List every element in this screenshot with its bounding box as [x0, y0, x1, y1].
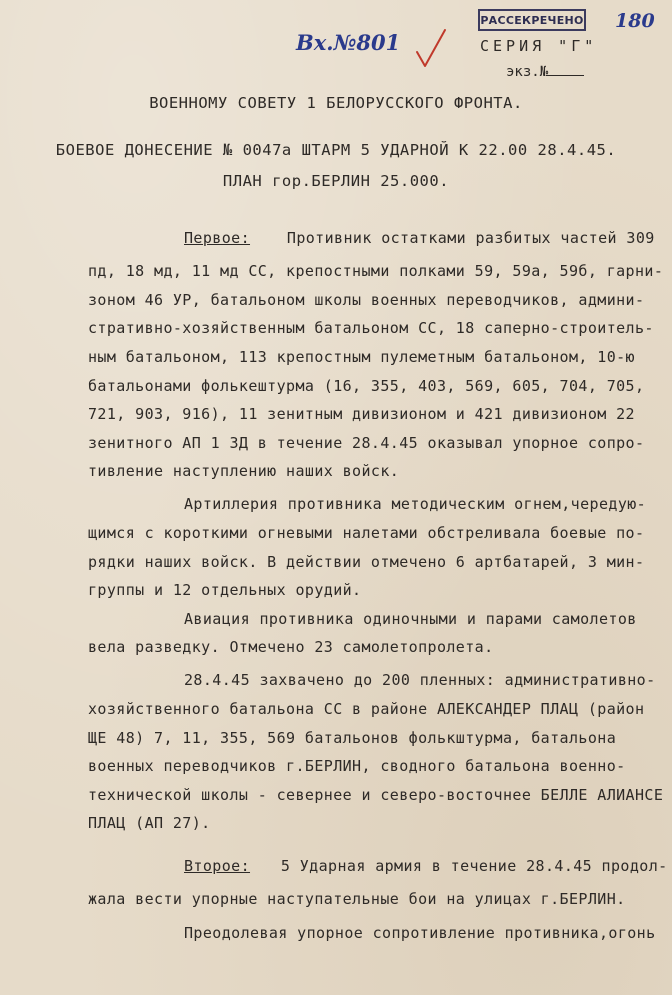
addressee: ВОЕННОМУ СОВЕТУ 1 БЕЛОРУССКОГО ФРОНТА. [149, 94, 523, 112]
text-line: жала вести упорные наступательные бои на улицах г.БЕРЛИН. [88, 890, 626, 908]
text-line: рядки наших войск. В действии отмечено 6 артбатарей, 3 мин- [88, 553, 645, 571]
report-title: БОЕВОЕ ДОНЕСЕНИЕ № 0047а ШТАРМ 5 УДАРНОЙ К 22.00 28.4.45. [55, 141, 617, 159]
copy-label: экз.№ [506, 64, 549, 80]
text-line: ным батальоном, 113 крепостным пулеметным батальоном, 10-ю [88, 348, 635, 366]
text-line: стративно-хозяйственным батальоном СС, 18 саперно-строитель- [88, 319, 654, 337]
text-line: 721, 903, 916), 11 зенитным дивизионом и 421 дивизионом 22 [88, 405, 635, 423]
section-second-label: Второе: [184, 857, 251, 875]
text-line: 28.4.45 захвачено до 200 пленных: административно- [184, 671, 656, 689]
handwritten-incoming-number: Вх.№801 [296, 30, 401, 55]
text-line: щимся с короткими огневыми налетами обстреливала боевые по- [88, 524, 645, 542]
text-line: пд, 18 мд, 11 мд СС, крепостными полками 59, 59а, 59б, гарни- [88, 262, 664, 280]
text-line: тивление наступлению наших войск. [88, 462, 400, 480]
text-line: хозяйственного батальона СС в районе АЛЕКСАНДЕР ПЛАЦ (район [88, 700, 645, 718]
text-line: Артиллерия противника методическим огнем,чередую- [184, 495, 647, 513]
red-checkmark-icon [414, 28, 448, 74]
text-line: 5 Ударная армия в течение 28.4.45 продол- [280, 857, 668, 875]
copy-number [506, 63, 584, 80]
text-line: ЩЕ 48) 7, 11, 355, 569 батальонов фолькштурма, батальона [88, 729, 617, 747]
text-line: Авиация противника одиночными и парами самолетов [184, 610, 637, 628]
text-line: зенитного АП 1 ЗД в течение 28.4.45 оказывал упорное сопро- [88, 434, 645, 452]
text-line: ПЛАЦ (АП 27). [88, 814, 211, 832]
section-first-header [184, 229, 655, 247]
copy-number-blank [548, 63, 584, 76]
map-reference: ПЛАН гор.БЕРЛИН 25.000. [222, 172, 450, 190]
declassified-stamp: РАССЕКРЕЧЕНО [478, 9, 586, 31]
text-line: Преодолевая упорное сопротивление противника,огонь [184, 924, 656, 942]
text-line: батальонами фолькештурма (16, 355, 403, 569, 605, 704, 705, [88, 377, 645, 395]
text-line: группы и 12 отдельных орудий. [88, 581, 362, 599]
section-second-header [184, 857, 668, 875]
text-line: военных переводчиков г.БЕРЛИН, сводного батальона военно- [88, 757, 626, 775]
text-line: зоном 46 УР, батальоном школы военных переводчиков, админи- [88, 291, 645, 309]
text-line: технической школы - севернее и северо-восточнее БЕЛЛЕ АЛИАНСЕ [88, 786, 664, 804]
series-label: СЕРИЯ "Г" [480, 37, 598, 55]
handwritten-page-number: 180 [615, 10, 655, 32]
section-first-label: Первое: [184, 229, 251, 247]
text-line: Противник остатками разбитых частей 309 [286, 229, 655, 247]
text-line: вела разведку. Отмечено 23 самолетопролета. [88, 638, 494, 656]
